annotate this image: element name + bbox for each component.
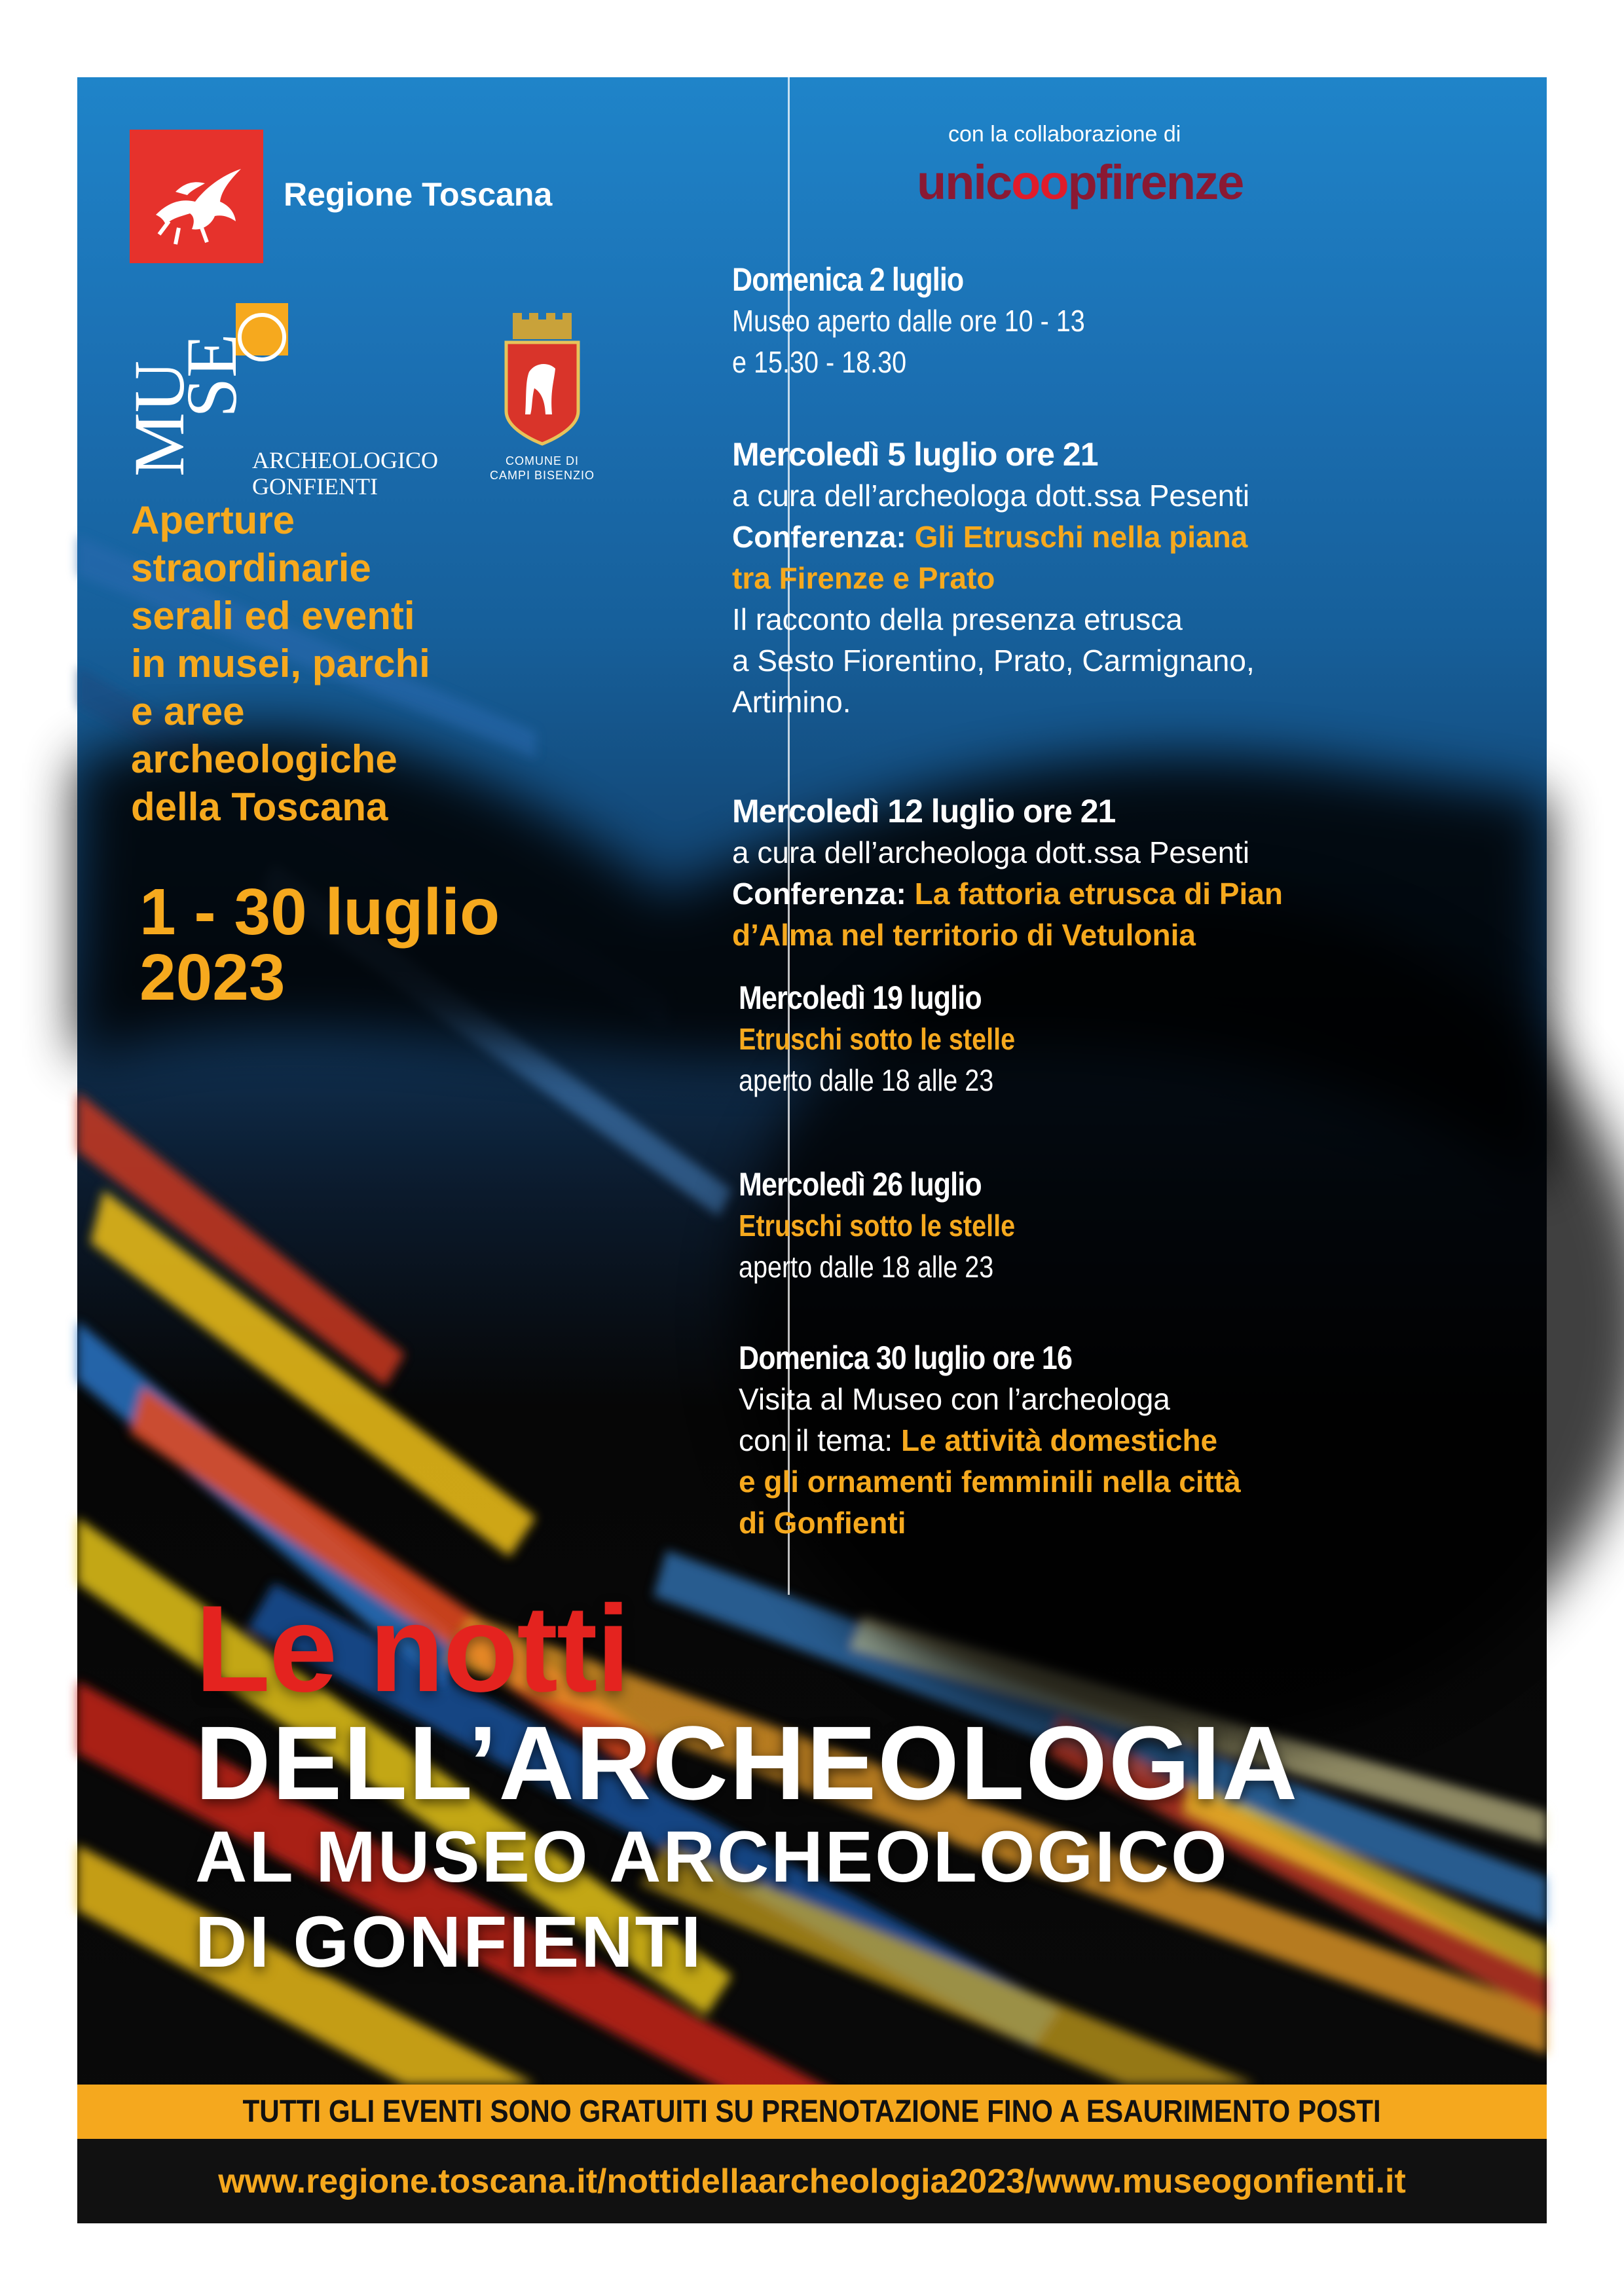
event-line: aperto dalle 18 alle 23 — [739, 1250, 994, 1284]
pegasus-icon — [130, 130, 263, 263]
museo-line-2: GONFIENTI — [252, 473, 378, 500]
title-le-notti: Le notti — [195, 1580, 629, 1717]
event-title: di Gonfienti — [739, 1506, 906, 1540]
event-title: Le attività domestiche — [901, 1423, 1218, 1457]
tagline-line: Aperture — [131, 498, 295, 542]
conference-title: Gli Etruschi nella piana — [914, 520, 1248, 554]
title-museo-archeologico: AL MUSEO ARCHEOLOGICO — [195, 1817, 1229, 1897]
event-dates — [139, 875, 500, 1014]
event-title: e gli ornamenti femminili nella città — [739, 1465, 1241, 1499]
unicoop-firenze-logo — [917, 155, 1243, 210]
title-di-gonfienti: DI GONFIENTI — [195, 1902, 703, 1982]
event-line: a Sesto Fiorentino, Prato, Carmignano, — [732, 644, 1255, 678]
tagline-line: in musei, parchi — [131, 642, 430, 685]
event-line: a cura dell’archeologa dott.ssa Pesenti — [732, 479, 1250, 513]
svg-text:MU: MU — [119, 360, 199, 477]
museo-line-1: ARCHEOLOGICO — [252, 447, 438, 473]
tagline-line: della Toscana — [131, 785, 388, 829]
event-item — [739, 1164, 1060, 1288]
conference-label: Conferenza: — [732, 877, 906, 911]
website-urls[interactable]: www.regione.toscana.it/nottidellaarcheologia2023/www.museogonfienti.it — [218, 2162, 1406, 2200]
tagline-line: e aree — [131, 689, 245, 733]
event-item — [739, 1338, 1241, 1544]
event-line: e 15.30 - 18.30 — [732, 345, 907, 379]
unicoop-part-a: unic — [917, 155, 1012, 210]
event-line: aperto dalle 18 alle 23 — [739, 1063, 994, 1097]
dates-year: 2023 — [139, 941, 286, 1014]
event-line: Il racconto della presenza etrusca — [732, 602, 1183, 636]
unicoop-part-b: oo — [1011, 155, 1068, 210]
tagline — [131, 496, 430, 831]
collaboration-label: con la collaborazione di — [948, 122, 1181, 147]
event-line: Visita al Museo con l’archeologa — [739, 1382, 1170, 1416]
event-item — [732, 791, 1283, 956]
comune-line-1: COMUNE DI — [506, 454, 579, 467]
event-item — [732, 259, 1143, 383]
event-heading: Mercoledì 19 luglio — [739, 979, 982, 1016]
dates-range: 1 - 30 luglio — [139, 875, 500, 949]
comune-line-2: CAMPI BISENZIO — [489, 469, 595, 482]
museo-gonfienti-logo — [119, 303, 498, 500]
event-heading: Mercoledì 5 luglio ore 21 — [732, 436, 1098, 473]
regione-toscana-text: Regione Toscana — [284, 176, 553, 213]
regione-toscana-logo — [130, 130, 263, 263]
title-dellarcheologia: DELL’ARCHEOLOGIA — [195, 1704, 1299, 1821]
free-events-notice: TUTTI GLI EVENTI SONO GRATUITI SU PRENOTAZIONE FINO A ESAURIMENTO POSTI — [242, 2094, 1382, 2129]
unicoop-part-c: pfirenze — [1067, 155, 1244, 210]
event-heading: Mercoledì 12 luglio ore 21 — [732, 793, 1116, 829]
event-item — [739, 977, 1060, 1101]
tagline-line: archeologiche — [131, 737, 397, 781]
conference-title: d’Alma nel territorio di Vetulonia — [732, 918, 1196, 952]
event-title: Etruschi sotto le stelle — [739, 1209, 1016, 1243]
event-heading: Mercoledì 26 luglio — [739, 1166, 982, 1203]
event-item — [732, 434, 1255, 723]
free-events-banner — [77, 2085, 1547, 2139]
comune-crest-icon — [477, 300, 608, 457]
conference-title: La fattoria etrusca di Pian — [914, 877, 1283, 911]
website-banner — [77, 2139, 1547, 2223]
event-heading: Domenica 30 luglio ore 16 — [739, 1339, 1073, 1376]
event-heading: Domenica 2 luglio — [732, 261, 964, 298]
event-line: con il tema: — [739, 1423, 893, 1457]
conference-label: Conferenza: — [732, 520, 906, 554]
tagline-line: straordinarie — [131, 546, 371, 590]
event-line: a cura dell’archeologa dott.ssa Pesenti — [732, 835, 1250, 869]
tagline-line: serali ed eventi — [131, 594, 415, 638]
event-line: Museo aperto dalle ore 10 - 13 — [732, 304, 1085, 338]
svg-text:SE: SE — [172, 333, 251, 418]
event-title: Etruschi sotto le stelle — [739, 1022, 1016, 1056]
poster — [77, 77, 1547, 2223]
conference-title: tra Firenze e Prato — [732, 561, 995, 595]
event-line: Artimino. — [732, 685, 851, 719]
